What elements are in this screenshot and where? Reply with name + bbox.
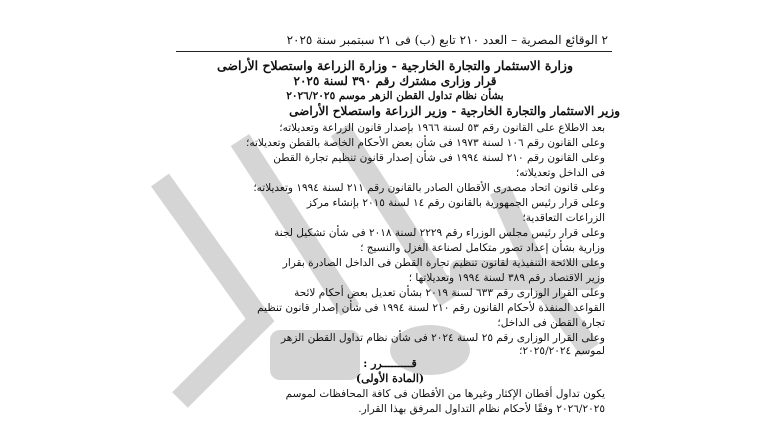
preamble-line: وعلى القانون رقم ٢١٠ لسنة ١٩٩٤ فى شأن إصدار قانون تنظيم تجارة القطن	[273, 152, 605, 164]
decree-title: قرار وزارى مشترك رقم ٣٩٠ لسنة ٢٠٢٥	[293, 74, 497, 88]
preamble-line: تجارة القطن فى الداخل؛	[497, 317, 605, 329]
preamble-line: وعلى القانون رقم ١٠٦ لسنة ١٩٧٣ فى شأن بعض الأحكام الخاصة بالقطن وتعديلاته؛	[246, 137, 605, 149]
preamble-line: وعلى اللائحة التنفيذية لقانون تنظيم تجارة القطن فى الداخل الصادرة بقرار	[282, 257, 605, 269]
preamble-line: وزارية بشأن إعداد تصور متكامل لصناعة الغزل والنسيج ؛	[360, 242, 605, 254]
preamble-line: وعلى قرار رئيس مجلس الوزراء رقم ٢٢٢٩ لسنة ٢٠١٨ فى شأن تشكيل لجنة	[274, 227, 605, 239]
ministers-line: وزير الاستثمار والتجارة الخارجية - وزير الزراعة واستصلاح الأراضى	[289, 104, 620, 118]
article-body-line: يكون تداول أقطان الإكثار وغيرها من الأقطان فى كافة المحافظات لموسم	[285, 388, 605, 400]
preamble-line: الزراعات التعاقدية؛	[522, 212, 605, 224]
preamble-line: فى الداخل وتعديلاته؛	[515, 167, 605, 179]
preamble-line: بعد الاطلاع على القانون رقم ٥٣ لسنة ١٩٦٦ بإصدار قانون الزراعة وتعديلاته؛	[279, 122, 605, 134]
decision-heading: قـــــــــرر :	[363, 357, 417, 370]
decree-subject: بشأن نظام تداول القطن الزهر موسم ٢٠٢٦/٢٠٢٥	[286, 90, 504, 102]
preamble-line: القواعد المنفذة لأحكام القانون رقم ٢١٠ لسنة ١٩٩٤ فى شأن إصدار قانون تنظيم	[257, 302, 605, 314]
article-body-line: ٢٠٢٦/٢٠٢٥ وفقًا لأحكام نظام التداول المرفق بهذا القرار.	[358, 403, 605, 415]
running-header: ٢ الوقائع المصرية – العدد ٢١٠ تابع (ب) فى ٢١ سبتمبر سنة ٢٠٢٥	[286, 33, 608, 47]
article-heading: (المادة الأولى)	[355, 372, 425, 385]
ministries-title: وزارة الاستثمار والتجارة الخارجية - وزارة الزراعة واستصلاح الأراضى	[216, 58, 574, 73]
preamble-line: وعلى القرار الوزارى رقم ٢٥ لسنة ٢٠٢٤ فى شأن نظام تداول القطن الزهر	[281, 332, 605, 344]
preamble-line: وعلى القرار الوزارى رقم ٦٣٣ لسنة ٢٠١٩ بشأن تعديل بعض أحكام لائحة	[294, 287, 605, 299]
preamble-line: وعلى قانون اتحاد مصدرى الأقطان الصادر بالقانون رقم ٢١١ لسنة ١٩٩٤ وتعديلاته؛	[253, 182, 605, 194]
header-rule	[176, 51, 612, 52]
preamble-line: وعلى قرار رئيس الجمهورية بالقانون رقم ١٤ لسنة ٢٠١٥ بإنشاء مركز	[306, 197, 605, 209]
preamble-line: لموسم ٢٠٢٥/٢٠٢٤؛	[519, 345, 605, 357]
preamble-line: وزير الاقتصاد رقم ٣٨٩ لسنة ١٩٩٤ وتعديلاتها ؛	[408, 272, 605, 284]
